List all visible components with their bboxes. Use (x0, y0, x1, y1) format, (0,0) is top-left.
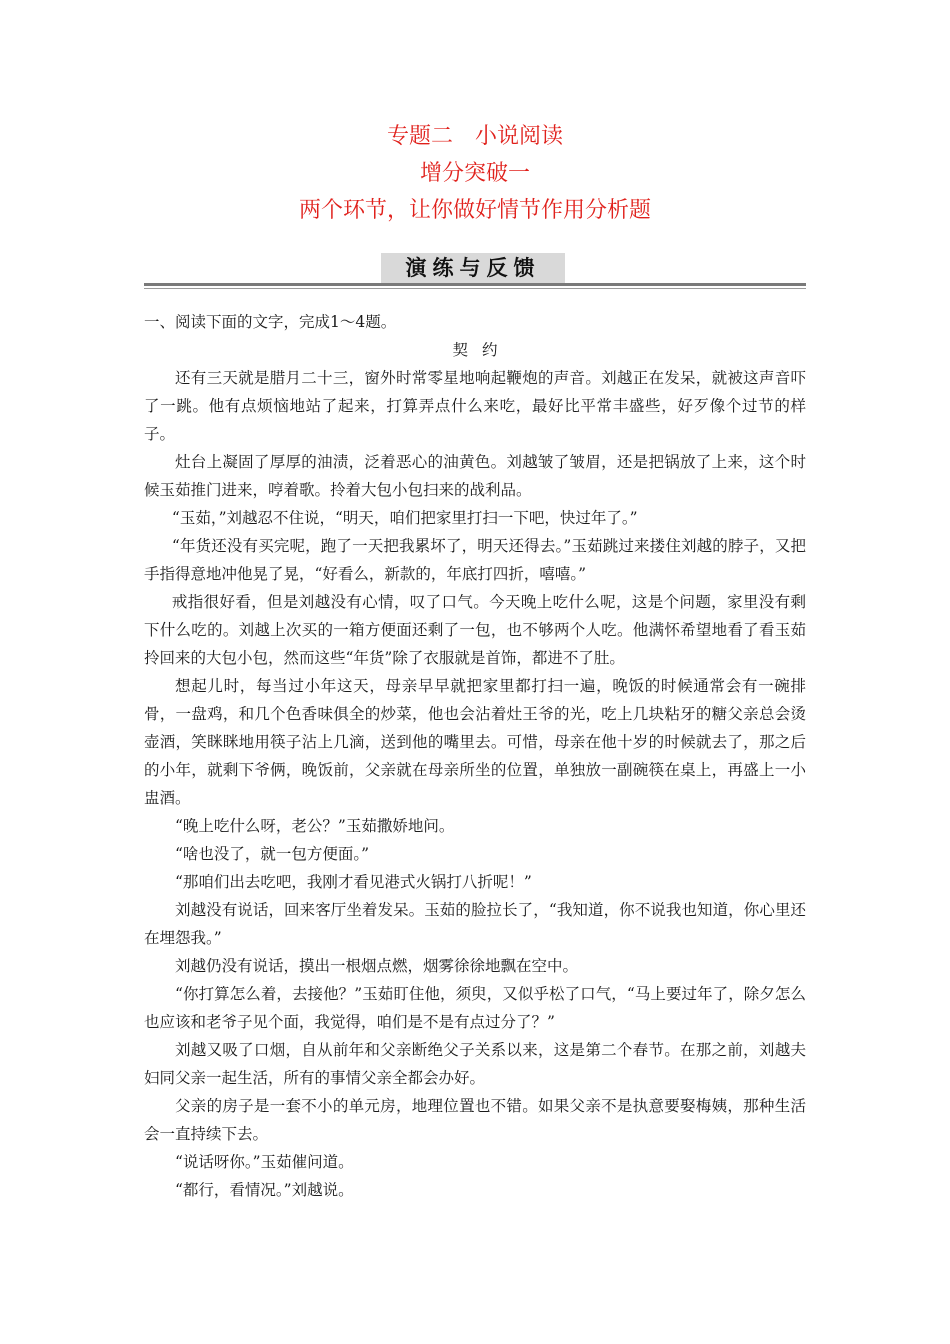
story-title: 契约 (452, 341, 512, 359)
story-paragraph: 灶台上凝固了厚厚的油渍，泛着恶心的油黄色。刘越皱了皱眉，还是把锅放了上来，这个时候玉茹推门进来，哼着歌。拎着大包小包扫来的战利品。 (144, 453, 806, 499)
story-paragraph: “说话呀你。”玉茹催问道。 (175, 1153, 354, 1171)
story-paragraph: “年货还没有买完呢，跑了一天把我累坏了，明天还得去。”玉茹跳过来搂住刘越的脖子，又把手指得意地冲他晃了晃，“好看么，新款的，年底打四折，嘻嘻。” (144, 537, 806, 583)
story-paragraph: “玉茹，”刘越忍不住说，“明天，咱们把家里打扫一下吧，快过年了。” (171, 509, 638, 527)
story-paragraph: “晚上吃什么呀，老公？”玉茹撒娇地问。 (175, 817, 455, 835)
story-paragraph: 还有三天就是腊月二十三，窗外时常零星地响起鞭炮的声音。刘越正在发呆，就被这声音吓了一跳。他有点烦恼地站了起来，打算弄点什么来吃，最好比平常丰盛些，好歹像个过节的样子。 (144, 369, 806, 443)
story-paragraph: 父亲的房子是一套不小的单元房，地理位置也不错。如果父亲不是执意要娶梅姨，那种生活会一直持续下去。 (144, 1097, 806, 1143)
title-topic: 专题二 小说阅读 (386, 124, 563, 149)
reading-content (144, 308, 806, 1204)
section-banner (144, 253, 806, 289)
story-paragraph: “你打算怎么着，去接他？”玉茹盯住他，须臾，又似乎松了口气，“马上要过年了，除夕怎么也应该和老爷子见个面，我觉得，咱们是不是有点过分了？” (144, 985, 806, 1031)
header-titles (0, 118, 950, 229)
story-paragraph: “那咱们出去吃吧，我刚才看见港式火锅打八折呢！” (175, 873, 532, 891)
story-paragraph: 刘越仍没有说话，摸出一根烟点燃，烟雾徐徐地飘在空中。 (175, 957, 579, 975)
divider-thin (144, 288, 806, 289)
story-paragraph: 刘越又吸了口烟，自从前年和父亲断绝父子关系以来，这是第二个春节。在那之前，刘越夫妇同父亲一起生活，所有的事情父亲全都会办好。 (144, 1041, 806, 1087)
story-paragraph: 戒指很好看，但是刘越没有心情，叹了口气。今天晚上吃什么呢，这是个问题，家里没有剩下什么吃的。刘越上次买的一箱方便面还剩了一包，也不够两个人吃。他满怀希望地看了看玉茹拎回来的大包小包，然而这些“年货”除了衣服就是首饰，都进不了肚。 (144, 593, 806, 667)
story-paragraph: “都行，看情况。”刘越说。 (175, 1181, 354, 1199)
question-intro: 一、阅读下面的文字，完成1～4题。 (144, 313, 397, 331)
story-paragraph: 刘越没有说话，回来客厅坐着发呆。玉茹的脸拉长了，“我知道，你不说我也知道，你心里还在埋怨我。” (144, 901, 806, 947)
story-paragraph: 想起儿时，每当过小年这天，母亲早早就把家里都打扫一遍，晚饭的时候通常会有一碗排骨，一盘鸡，和几个色香味俱全的炒菜，他也会沾着灶王爷的光，吃上几块粘牙的糖父亲总会烫壶酒，笑眯眯地用筷子沾上几滴，送到他的嘴里去。可惜，母亲在他十岁的时候就去了，那之后的小年，就剩下爷俩，晚饭前，父亲就在母亲所坐的位置，单独放一副碗筷在桌上，再盛上一小盅酒。 (144, 677, 806, 807)
banner-label: 演练与反馈 (405, 255, 541, 280)
title-main: 两个环节，让你做好情节作用分析题 (298, 198, 651, 223)
story-paragraph: “啥也没了，就一包方便面。” (175, 845, 370, 863)
title-subtopic: 增分突破一 (419, 161, 530, 186)
divider-thick (144, 283, 806, 286)
